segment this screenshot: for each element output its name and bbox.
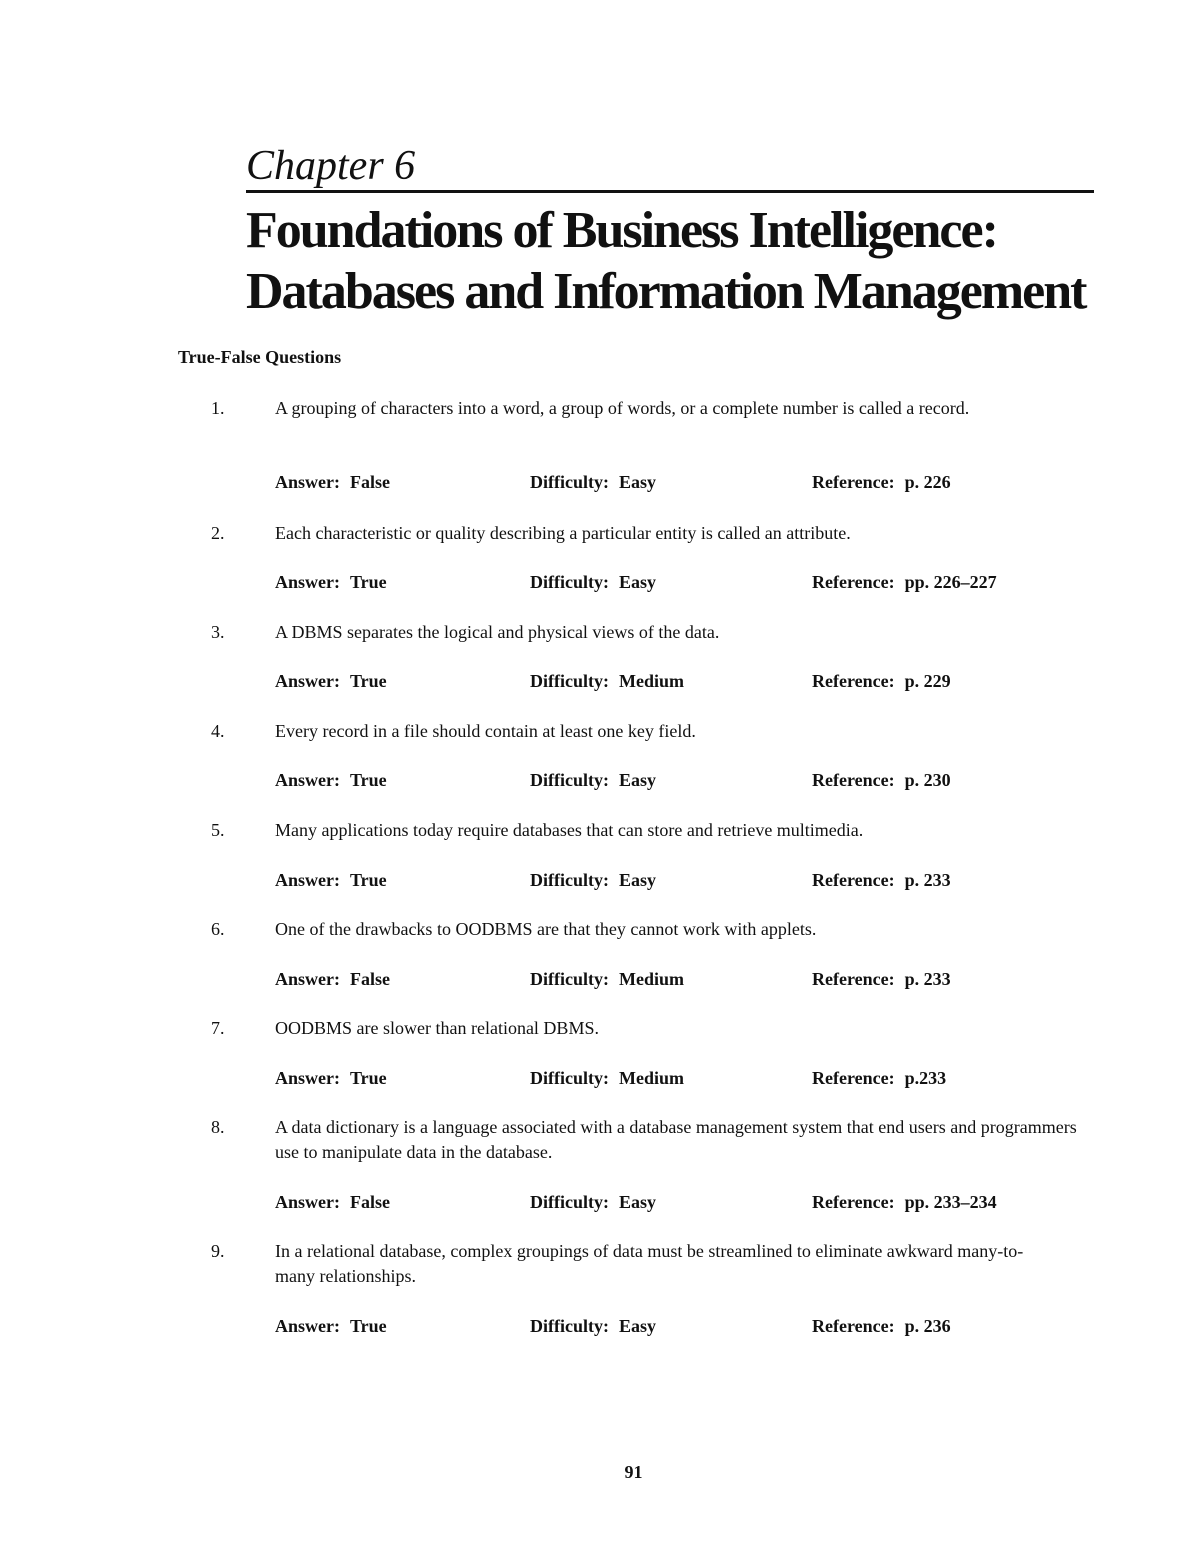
difficulty-label: Difficulty: [530, 1068, 609, 1088]
difficulty [530, 1314, 656, 1338]
question-text: Every record in a file should contain at least one key field. [275, 721, 696, 741]
question-number: 7. [211, 1018, 225, 1038]
question-text: A data dictionary is a language associated with a database management system that end users and programmers use to manipulate data in the database. [275, 1117, 1077, 1162]
answer [275, 868, 387, 892]
difficulty-label: Difficulty: [530, 1192, 609, 1212]
reference-value: p. 236 [904, 1316, 951, 1336]
answer-value: True [350, 1316, 387, 1336]
difficulty [530, 1190, 656, 1214]
difficulty-label: Difficulty: [530, 969, 609, 989]
difficulty-label: Difficulty: [530, 770, 609, 790]
answer-value: True [350, 870, 387, 890]
difficulty-value: Medium [618, 969, 684, 989]
question-text: A grouping of characters into a word, a group of words, or a complete number is called a record. [275, 398, 970, 418]
answer-label: Answer: [275, 572, 340, 592]
answer-label: Answer: [275, 1068, 340, 1088]
question-number: 2. [211, 523, 225, 543]
question-text: OODBMS are slower than relational DBMS. [275, 1018, 599, 1038]
chapter-title-line-1: Foundations of Business Intelligence: [246, 202, 997, 259]
question-number: 5. [211, 820, 225, 840]
reference [812, 1190, 997, 1214]
chapter-title-line-2: Databases and Information Management [246, 263, 1086, 320]
reference-label: Reference: [812, 969, 895, 989]
question-number: 8. [211, 1117, 225, 1137]
section-heading: True-False Questions [178, 347, 342, 367]
reference-label: Reference: [812, 770, 895, 790]
answer-label: Answer: [275, 770, 340, 790]
difficulty [530, 868, 656, 892]
difficulty [530, 570, 656, 594]
question-number: 3. [211, 622, 225, 642]
reference [812, 967, 951, 991]
answer [275, 470, 390, 494]
answer-value: False [350, 1192, 390, 1212]
reference-value: p.233 [904, 1068, 947, 1088]
difficulty-value: Easy [618, 870, 656, 890]
question-number: 1. [211, 398, 225, 418]
question-text: In a relational database, complex groupings of data must be streamlined to eliminate awkward many-to-many relationships. [275, 1241, 1024, 1286]
answer-value: False [350, 472, 390, 492]
difficulty-label: Difficulty: [530, 1316, 609, 1336]
reference-value: pp. 233–234 [904, 1192, 997, 1212]
reference [812, 470, 951, 494]
answer [275, 570, 387, 594]
reference-label: Reference: [812, 1068, 895, 1088]
answer-label: Answer: [275, 969, 340, 989]
reference-label: Reference: [812, 572, 895, 592]
reference [812, 1314, 951, 1338]
question-number: 9. [211, 1241, 225, 1261]
answer [275, 768, 387, 792]
reference-value: p. 233 [904, 969, 951, 989]
question-text: A DBMS separates the logical and physical views of the data. [275, 622, 720, 642]
chapter-label: Chapter 6 [246, 143, 416, 189]
reference-label: Reference: [812, 472, 895, 492]
question-number: 6. [211, 919, 225, 939]
question-text: Each characteristic or quality describing a particular entity is called an attribute. [275, 523, 851, 543]
reference-value: p. 229 [904, 671, 951, 691]
question-text: Many applications today require databases that can store and retrieve multimedia. [275, 820, 864, 840]
reference-label: Reference: [812, 1192, 895, 1212]
reference-label: Reference: [812, 870, 895, 890]
difficulty-label: Difficulty: [530, 572, 609, 592]
difficulty [530, 768, 656, 792]
answer [275, 1190, 390, 1214]
answer-value: True [350, 671, 387, 691]
answer [275, 669, 387, 693]
difficulty [530, 1066, 684, 1090]
question-text: One of the drawbacks to OODBMS are that they cannot work with applets. [275, 919, 817, 939]
reference [812, 669, 951, 693]
reference [812, 1066, 946, 1090]
difficulty [530, 967, 684, 991]
answer-value: True [350, 572, 387, 592]
difficulty-value: Easy [618, 572, 656, 592]
question-number: 4. [211, 721, 225, 741]
difficulty-value: Medium [618, 671, 684, 691]
answer-value: True [350, 1068, 387, 1088]
difficulty-value: Easy [618, 1192, 656, 1212]
difficulty [530, 669, 684, 693]
answer-label: Answer: [275, 1316, 340, 1336]
reference-value: p. 230 [904, 770, 951, 790]
answer-label: Answer: [275, 1192, 340, 1212]
answer-label: Answer: [275, 870, 340, 890]
answer-label: Answer: [275, 671, 340, 691]
page-number: 91 [624, 1462, 643, 1482]
answer [275, 967, 390, 991]
chapter-rule [246, 190, 1094, 193]
reference-value: p. 226 [904, 472, 951, 492]
difficulty-value: Easy [618, 1316, 656, 1336]
answer [275, 1314, 387, 1338]
reference-value: p. 233 [904, 870, 951, 890]
reference-label: Reference: [812, 671, 895, 691]
difficulty-label: Difficulty: [530, 671, 609, 691]
reference [812, 768, 951, 792]
answer-value: True [350, 770, 387, 790]
answer-label: Answer: [275, 472, 340, 492]
difficulty-label: Difficulty: [530, 472, 609, 492]
reference-label: Reference: [812, 1316, 895, 1336]
difficulty-label: Difficulty: [530, 870, 609, 890]
reference-value: pp. 226–227 [904, 572, 997, 592]
answer [275, 1066, 387, 1090]
answer-value: False [350, 969, 390, 989]
difficulty-value: Easy [618, 770, 656, 790]
reference [812, 570, 997, 594]
difficulty-value: Easy [618, 472, 656, 492]
difficulty [530, 470, 656, 494]
reference [812, 868, 951, 892]
difficulty-value: Medium [618, 1068, 684, 1088]
chapter-title [246, 200, 1146, 322]
